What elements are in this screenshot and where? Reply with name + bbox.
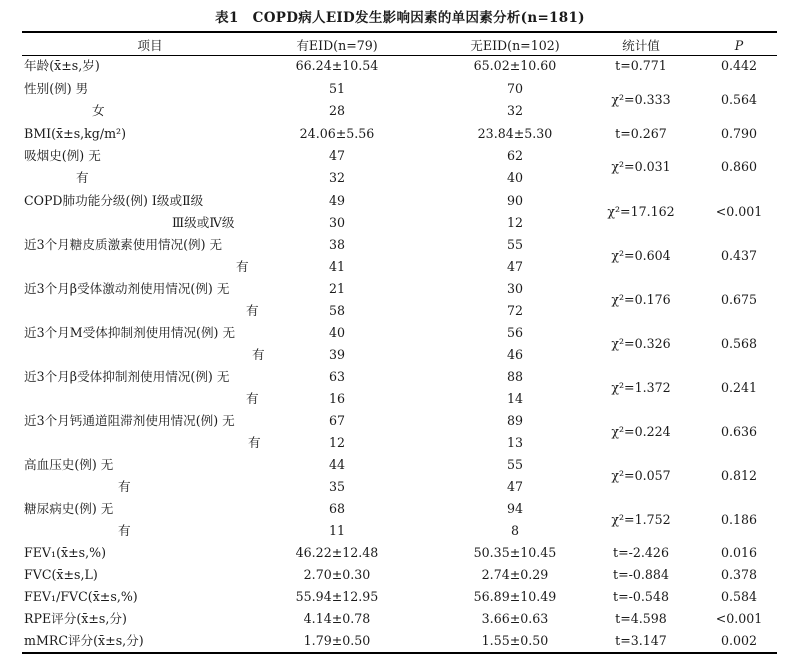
cell-with-eid: 4.14±0.78 bbox=[303, 611, 371, 626]
row-label: 近3个月钙通道阻滞剂使用情况(例) 无 bbox=[24, 413, 235, 428]
cell-with-eid: 16 bbox=[328, 391, 346, 406]
cell-with-eid: 24.06±5.56 bbox=[299, 126, 375, 141]
row-label: 近3个月糖皮质激素使用情况(例) 无 bbox=[24, 237, 223, 252]
cell-with-eid: 1.79±0.50 bbox=[303, 633, 371, 648]
row-label: 近3个月M受体抑制剂使用情况(例) 无 bbox=[24, 325, 236, 340]
cell-p-value: 0.564 bbox=[720, 92, 758, 107]
cell-with-eid: 11 bbox=[328, 523, 346, 538]
top-rule bbox=[22, 31, 777, 33]
row-label: FEV₁(x̄±s,%) bbox=[24, 545, 106, 560]
cell-with-eid: 41 bbox=[328, 259, 346, 274]
cell-p-value: 0.378 bbox=[720, 567, 758, 582]
row-label: 有 bbox=[76, 170, 89, 185]
cell-with-eid: 47 bbox=[328, 148, 346, 163]
row-label: COPD肺功能分级(例) Ⅰ级或Ⅱ级 bbox=[24, 193, 204, 208]
cell-with-eid: 30 bbox=[328, 215, 346, 230]
cell-p-value: 0.790 bbox=[720, 126, 758, 141]
cell-p-value: <0.001 bbox=[715, 611, 763, 626]
cell-with-eid: 67 bbox=[328, 413, 346, 428]
bottom-rule bbox=[22, 652, 777, 654]
row-label: 有 bbox=[246, 391, 259, 406]
row-label: 有 bbox=[118, 523, 131, 538]
cell-without-eid: 14 bbox=[506, 391, 524, 406]
cell-without-eid: 56 bbox=[506, 325, 524, 340]
cell-without-eid: 65.02±10.60 bbox=[473, 58, 557, 73]
cell-statistic: χ²=0.176 bbox=[611, 292, 671, 307]
cell-without-eid: 23.84±5.30 bbox=[477, 126, 553, 141]
cell-p-value: 0.812 bbox=[720, 468, 758, 483]
header-without-eid: 无EID(n=102) bbox=[470, 38, 560, 53]
cell-with-eid: 51 bbox=[328, 81, 346, 96]
cell-statistic: χ²=0.057 bbox=[611, 468, 671, 483]
cell-statistic: χ²=1.372 bbox=[611, 380, 671, 395]
cell-without-eid: 55 bbox=[506, 457, 524, 472]
row-label: 有 bbox=[236, 259, 249, 274]
cell-with-eid: 38 bbox=[328, 237, 346, 252]
cell-without-eid: 47 bbox=[506, 479, 524, 494]
caption-text: COPD病人EID发生影响因素的单因素分析(n=181) bbox=[252, 10, 585, 26]
cell-p-value: 0.186 bbox=[720, 512, 758, 527]
header-rule bbox=[22, 55, 777, 56]
cell-p-value: 0.002 bbox=[720, 633, 758, 648]
row-label: 吸烟史(例) 无 bbox=[24, 148, 101, 163]
cell-statistic: t=-0.884 bbox=[613, 567, 669, 582]
cell-without-eid: 56.89±10.49 bbox=[473, 589, 557, 604]
cell-p-value: 0.860 bbox=[720, 159, 758, 174]
cell-without-eid: 47 bbox=[506, 259, 524, 274]
row-label: 近3个月β受体激动剂使用情况(例) 无 bbox=[24, 281, 230, 296]
cell-statistic: χ²=1.752 bbox=[611, 512, 671, 527]
row-label: FVC(x̄±s,L) bbox=[24, 567, 98, 582]
cell-without-eid: 90 bbox=[506, 193, 524, 208]
cell-without-eid: 50.35±10.45 bbox=[473, 545, 557, 560]
cell-without-eid: 13 bbox=[506, 435, 524, 450]
cell-without-eid: 88 bbox=[506, 369, 524, 384]
row-label: FEV₁/FVC(x̄±s,%) bbox=[24, 589, 138, 604]
cell-without-eid: 94 bbox=[506, 501, 524, 516]
cell-without-eid: 89 bbox=[506, 413, 524, 428]
cell-without-eid: 8 bbox=[510, 523, 519, 538]
table-caption bbox=[0, 6, 800, 26]
cell-statistic: t=0.771 bbox=[615, 58, 667, 73]
cell-without-eid: 40 bbox=[506, 170, 524, 185]
row-label: 高血压史(例) 无 bbox=[24, 457, 114, 472]
row-label: 糖尿病史(例) 无 bbox=[24, 501, 114, 516]
cell-with-eid: 46.22±12.48 bbox=[295, 545, 379, 560]
cell-with-eid: 63 bbox=[328, 369, 346, 384]
row-label: 有 bbox=[246, 303, 259, 318]
cell-with-eid: 40 bbox=[328, 325, 346, 340]
cell-statistic: t=-0.548 bbox=[613, 589, 669, 604]
cell-without-eid: 32 bbox=[506, 103, 524, 118]
cell-with-eid: 55.94±12.95 bbox=[295, 589, 379, 604]
cell-p-value: <0.001 bbox=[715, 204, 763, 219]
row-label: 女 bbox=[92, 103, 105, 118]
row-label: 性别(例) 男 bbox=[24, 81, 89, 96]
row-label: BMI(x̄±s,kg/m²) bbox=[24, 126, 126, 141]
caption-label: 表1 bbox=[215, 10, 239, 26]
header-statistic: 统计值 bbox=[622, 38, 660, 53]
header-item: 项目 bbox=[137, 38, 163, 53]
row-label: 年龄(x̄±s,岁) bbox=[24, 58, 100, 73]
cell-with-eid: 39 bbox=[328, 347, 346, 362]
cell-without-eid: 1.55±0.50 bbox=[481, 633, 549, 648]
cell-with-eid: 21 bbox=[328, 281, 346, 296]
cell-without-eid: 30 bbox=[506, 281, 524, 296]
cell-p-value: 0.016 bbox=[720, 545, 758, 560]
cell-without-eid: 2.74±0.29 bbox=[481, 567, 549, 582]
cell-with-eid: 35 bbox=[328, 479, 346, 494]
cell-statistic: t=3.147 bbox=[615, 633, 667, 648]
cell-with-eid: 12 bbox=[328, 435, 346, 450]
cell-with-eid: 68 bbox=[328, 501, 346, 516]
cell-statistic: χ²=17.162 bbox=[607, 204, 675, 219]
cell-without-eid: 72 bbox=[506, 303, 524, 318]
cell-without-eid: 70 bbox=[506, 81, 524, 96]
cell-with-eid: 66.24±10.54 bbox=[295, 58, 379, 73]
cell-with-eid: 58 bbox=[328, 303, 346, 318]
header-p-value: P bbox=[734, 38, 744, 53]
cell-statistic: t=0.267 bbox=[615, 126, 667, 141]
row-label: Ⅲ级或Ⅳ级 bbox=[172, 215, 235, 230]
cell-without-eid: 55 bbox=[506, 237, 524, 252]
cell-p-value: 0.636 bbox=[720, 424, 758, 439]
cell-p-value: 0.241 bbox=[720, 380, 758, 395]
cell-without-eid: 3.66±0.63 bbox=[481, 611, 549, 626]
cell-statistic: χ²=0.333 bbox=[611, 92, 671, 107]
cell-statistic: t=4.598 bbox=[615, 611, 667, 626]
cell-p-value: 0.568 bbox=[720, 336, 758, 351]
header-with-eid: 有EID(n=79) bbox=[296, 38, 378, 53]
row-label: RPE评分(x̄±s,分) bbox=[24, 611, 127, 626]
cell-without-eid: 62 bbox=[506, 148, 524, 163]
cell-p-value: 0.584 bbox=[720, 589, 758, 604]
cell-with-eid: 28 bbox=[328, 103, 346, 118]
cell-statistic: χ²=0.224 bbox=[611, 424, 671, 439]
cell-with-eid: 2.70±0.30 bbox=[303, 567, 371, 582]
row-label: 有 bbox=[248, 435, 261, 450]
row-label: 有 bbox=[252, 347, 265, 362]
cell-p-value: 0.437 bbox=[720, 248, 758, 263]
cell-with-eid: 32 bbox=[328, 170, 346, 185]
row-label: 有 bbox=[118, 479, 131, 494]
cell-statistic: χ²=0.031 bbox=[611, 159, 671, 174]
cell-statistic: t=-2.426 bbox=[613, 545, 669, 560]
cell-with-eid: 49 bbox=[328, 193, 346, 208]
row-label: mMRC评分(x̄±s,分) bbox=[24, 633, 144, 648]
cell-statistic: χ²=0.604 bbox=[611, 248, 671, 263]
cell-with-eid: 44 bbox=[328, 457, 346, 472]
cell-without-eid: 12 bbox=[506, 215, 524, 230]
cell-without-eid: 46 bbox=[506, 347, 524, 362]
cell-p-value: 0.675 bbox=[720, 292, 758, 307]
cell-p-value: 0.442 bbox=[720, 58, 758, 73]
cell-statistic: χ²=0.326 bbox=[611, 336, 671, 351]
row-label: 近3个月β受体抑制剂使用情况(例) 无 bbox=[24, 369, 230, 384]
